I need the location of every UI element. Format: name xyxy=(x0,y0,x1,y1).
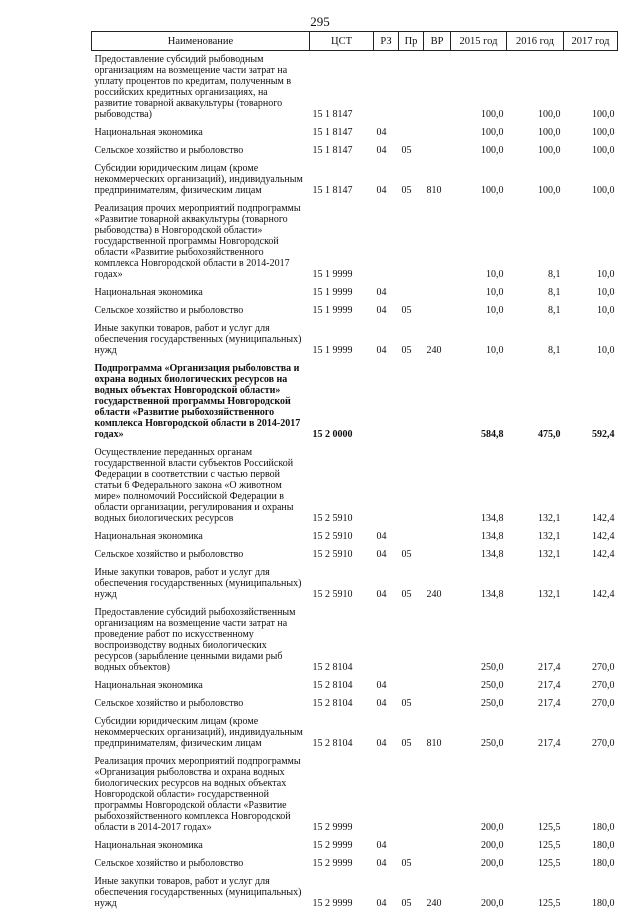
row-value-2017: 142,4 xyxy=(564,528,618,546)
row-value-2016: 132,1 xyxy=(507,564,564,604)
row-value-2017: 100,0 xyxy=(564,124,618,142)
row-value-2017: 10,0 xyxy=(564,320,618,360)
table-row xyxy=(92,142,618,160)
row-vr xyxy=(424,360,451,444)
row-pr: 05 xyxy=(399,873,424,913)
row-rz: 04 xyxy=(374,302,399,320)
row-value-2016: 100,0 xyxy=(507,142,564,160)
row-value-2015: 100,0 xyxy=(451,160,507,200)
table-body xyxy=(92,51,618,913)
row-cst: 15 2 9999 xyxy=(310,753,374,837)
table-row xyxy=(92,160,618,200)
row-cst: 15 2 5910 xyxy=(310,528,374,546)
header-2016: 2016 год xyxy=(507,32,564,51)
row-vr: 240 xyxy=(424,320,451,360)
table-row xyxy=(92,677,618,695)
row-name: Осуществление переданных органам государственной власти субъектов Российской Федерации в соответствии с частью первой статьи 6 Федерального закона «О животном мире» полномочий Российской Федерации в области организации, регулирования и охраны водных биологических ресурсов xyxy=(92,444,310,528)
row-rz: 04 xyxy=(374,564,399,604)
row-cst: 15 1 9999 xyxy=(310,302,374,320)
row-rz: 04 xyxy=(374,284,399,302)
row-pr: 05 xyxy=(399,695,424,713)
row-value-2015: 134,8 xyxy=(451,564,507,604)
table-row xyxy=(92,528,618,546)
row-name: Субсидии юридическим лицам (кроме некоммерческих организаций), индивидуальным предпринимателям, физическим лицам xyxy=(92,160,310,200)
table-header-row xyxy=(92,32,618,51)
row-value-2016: 100,0 xyxy=(507,160,564,200)
row-rz: 04 xyxy=(374,713,399,753)
header-rz: РЗ xyxy=(374,32,399,51)
row-cst: 15 2 8104 xyxy=(310,604,374,677)
row-name: Иные закупки товаров, работ и услуг для обеспечения государственных (муниципальных) нужд xyxy=(92,564,310,604)
row-value-2015: 250,0 xyxy=(451,604,507,677)
row-name: Сельское хозяйство и рыболовство xyxy=(92,855,310,873)
row-value-2017: 180,0 xyxy=(564,753,618,837)
row-value-2017: 180,0 xyxy=(564,855,618,873)
row-vr xyxy=(424,855,451,873)
row-value-2017: 270,0 xyxy=(564,604,618,677)
row-value-2017: 270,0 xyxy=(564,677,618,695)
row-vr xyxy=(424,302,451,320)
row-value-2015: 100,0 xyxy=(451,142,507,160)
row-value-2016: 217,4 xyxy=(507,713,564,753)
row-rz xyxy=(374,200,399,284)
row-value-2016: 132,1 xyxy=(507,444,564,528)
row-pr xyxy=(399,360,424,444)
row-pr: 05 xyxy=(399,713,424,753)
row-value-2015: 200,0 xyxy=(451,855,507,873)
row-name: Национальная экономика xyxy=(92,677,310,695)
row-cst: 15 2 9999 xyxy=(310,873,374,913)
row-pr xyxy=(399,837,424,855)
table-row xyxy=(92,200,618,284)
row-cst: 15 1 9999 xyxy=(310,320,374,360)
row-vr xyxy=(424,677,451,695)
row-value-2016: 125,5 xyxy=(507,753,564,837)
row-value-2017: 10,0 xyxy=(564,284,618,302)
row-cst: 15 2 8104 xyxy=(310,677,374,695)
row-name: Сельское хозяйство и рыболовство xyxy=(92,142,310,160)
row-vr: 810 xyxy=(424,160,451,200)
page-number: 295 xyxy=(0,14,640,30)
row-name: Национальная экономика xyxy=(92,124,310,142)
row-value-2016: 125,5 xyxy=(507,837,564,855)
row-value-2017: 100,0 xyxy=(564,160,618,200)
row-vr: 240 xyxy=(424,873,451,913)
row-cst: 15 2 9999 xyxy=(310,837,374,855)
row-value-2015: 10,0 xyxy=(451,200,507,284)
row-value-2015: 250,0 xyxy=(451,677,507,695)
table-row xyxy=(92,564,618,604)
table-row xyxy=(92,855,618,873)
row-vr xyxy=(424,284,451,302)
row-cst: 15 1 8147 xyxy=(310,51,374,125)
row-value-2015: 250,0 xyxy=(451,713,507,753)
row-vr xyxy=(424,528,451,546)
table-row xyxy=(92,604,618,677)
row-name: Реализация прочих мероприятий подпрограммы «Организация рыболовства и охрана водных биологических ресурсов на водных объектах Новгородской области» государственной программы Новгородской области «Развитие рыбохозяйственного комплекса Новгородской области в 2014-2017 годах» xyxy=(92,753,310,837)
row-cst: 15 2 5910 xyxy=(310,564,374,604)
row-value-2015: 200,0 xyxy=(451,837,507,855)
row-cst: 15 2 0000 xyxy=(310,360,374,444)
row-value-2016: 100,0 xyxy=(507,124,564,142)
row-vr xyxy=(424,837,451,855)
row-value-2017: 142,4 xyxy=(564,444,618,528)
row-value-2016: 8,1 xyxy=(507,284,564,302)
row-value-2016: 132,1 xyxy=(507,546,564,564)
row-value-2015: 134,8 xyxy=(451,528,507,546)
row-vr xyxy=(424,604,451,677)
row-name: Предоставление субсидий рыбоводным организациям на возмещение части затрат на уплату процентов по кредитам, полученным в российских кредитных организациях, на развитие товарной аквакультуры (товарного рыбоводства) xyxy=(92,51,310,125)
row-rz: 04 xyxy=(374,528,399,546)
row-pr xyxy=(399,528,424,546)
row-rz xyxy=(374,444,399,528)
row-rz: 04 xyxy=(374,873,399,913)
header-2015: 2015 год xyxy=(451,32,507,51)
row-pr: 05 xyxy=(399,320,424,360)
row-value-2016: 125,5 xyxy=(507,855,564,873)
row-cst: 15 2 8104 xyxy=(310,695,374,713)
row-name: Иные закупки товаров, работ и услуг для обеспечения государственных (муниципальных) нужд xyxy=(92,873,310,913)
row-value-2017: 592,4 xyxy=(564,360,618,444)
table-row xyxy=(92,284,618,302)
row-vr xyxy=(424,546,451,564)
row-value-2016: 217,4 xyxy=(507,604,564,677)
row-pr: 05 xyxy=(399,855,424,873)
row-value-2017: 180,0 xyxy=(564,837,618,855)
row-rz: 04 xyxy=(374,695,399,713)
header-2017: 2017 год xyxy=(564,32,618,51)
row-vr xyxy=(424,695,451,713)
row-name: Подпрограмма «Организация рыболовства и охрана водных биологических ресурсов на водных объектах Новгородской области» государственной программы Новгородской области «Развитие рыбохозяйственного комплекса Новгородской области в 2014-2017 годах» xyxy=(92,360,310,444)
row-value-2015: 250,0 xyxy=(451,695,507,713)
row-value-2015: 10,0 xyxy=(451,302,507,320)
table-row xyxy=(92,124,618,142)
row-value-2017: 180,0 xyxy=(564,873,618,913)
row-cst: 15 1 8147 xyxy=(310,160,374,200)
row-pr xyxy=(399,677,424,695)
row-pr xyxy=(399,753,424,837)
row-value-2015: 10,0 xyxy=(451,284,507,302)
row-vr xyxy=(424,200,451,284)
row-value-2017: 10,0 xyxy=(564,302,618,320)
row-rz: 04 xyxy=(374,677,399,695)
table-row xyxy=(92,360,618,444)
row-vr: 240 xyxy=(424,564,451,604)
row-rz: 04 xyxy=(374,837,399,855)
row-name: Сельское хозяйство и рыболовство xyxy=(92,546,310,564)
header-vr: ВР xyxy=(424,32,451,51)
row-value-2017: 100,0 xyxy=(564,51,618,125)
row-value-2015: 200,0 xyxy=(451,873,507,913)
row-vr xyxy=(424,753,451,837)
row-value-2016: 125,5 xyxy=(507,873,564,913)
row-rz: 04 xyxy=(374,320,399,360)
row-cst: 15 1 9999 xyxy=(310,200,374,284)
row-cst: 15 1 8147 xyxy=(310,142,374,160)
row-cst: 15 1 9999 xyxy=(310,284,374,302)
row-vr xyxy=(424,51,451,125)
row-pr xyxy=(399,51,424,125)
row-cst: 15 2 9999 xyxy=(310,855,374,873)
table-row xyxy=(92,753,618,837)
row-value-2017: 270,0 xyxy=(564,695,618,713)
row-value-2017: 100,0 xyxy=(564,142,618,160)
table-row xyxy=(92,444,618,528)
row-vr xyxy=(424,444,451,528)
row-value-2016: 217,4 xyxy=(507,695,564,713)
row-value-2015: 100,0 xyxy=(451,124,507,142)
row-name: Субсидии юридическим лицам (кроме некоммерческих организаций), индивидуальным предпринимателям, физическим лицам xyxy=(92,713,310,753)
row-pr: 05 xyxy=(399,302,424,320)
row-value-2016: 8,1 xyxy=(507,320,564,360)
row-pr xyxy=(399,444,424,528)
row-rz: 04 xyxy=(374,160,399,200)
table-row xyxy=(92,546,618,564)
row-value-2015: 134,8 xyxy=(451,546,507,564)
row-value-2016: 475,0 xyxy=(507,360,564,444)
row-pr: 05 xyxy=(399,160,424,200)
row-rz xyxy=(374,51,399,125)
header-name: Наименование xyxy=(92,32,310,51)
row-vr xyxy=(424,124,451,142)
row-pr xyxy=(399,124,424,142)
row-value-2016: 217,4 xyxy=(507,677,564,695)
row-rz: 04 xyxy=(374,124,399,142)
row-value-2017: 142,4 xyxy=(564,564,618,604)
table-row xyxy=(92,713,618,753)
row-pr: 05 xyxy=(399,546,424,564)
header-pr: Пр xyxy=(399,32,424,51)
table-row xyxy=(92,837,618,855)
row-name: Предоставление субсидий рыбохозяйственным организациям на возмещение части затрат на проведение работ по искусственному воспроизводству водных биологических ресурсов (зарыбление ценными видами рыб водных объектов) xyxy=(92,604,310,677)
row-vr xyxy=(424,142,451,160)
row-cst: 15 1 8147 xyxy=(310,124,374,142)
budget-table xyxy=(91,31,618,913)
row-rz: 04 xyxy=(374,142,399,160)
row-value-2015: 200,0 xyxy=(451,753,507,837)
table-row xyxy=(92,320,618,360)
header-cst: ЦСТ xyxy=(310,32,374,51)
row-name: Реализация прочих мероприятий подпрограммы «Развитие товарной аквакультуры (товарного рыбоводства) в Новгородской области» государственной программы Новгородской области «Развитие рыбохозяйственного комплекса Новгородской области в 2014-2017 годах» xyxy=(92,200,310,284)
row-name: Национальная экономика xyxy=(92,284,310,302)
table-row xyxy=(92,873,618,913)
row-name: Сельское хозяйство и рыболовство xyxy=(92,302,310,320)
row-name: Сельское хозяйство и рыболовство xyxy=(92,695,310,713)
row-cst: 15 2 5910 xyxy=(310,546,374,564)
row-value-2015: 10,0 xyxy=(451,320,507,360)
row-name: Национальная экономика xyxy=(92,837,310,855)
row-name: Иные закупки товаров, работ и услуг для обеспечения государственных (муниципальных) нужд xyxy=(92,320,310,360)
row-rz xyxy=(374,360,399,444)
row-pr: 05 xyxy=(399,564,424,604)
table-row xyxy=(92,51,618,125)
row-value-2015: 584,8 xyxy=(451,360,507,444)
table-row xyxy=(92,695,618,713)
table-row xyxy=(92,302,618,320)
row-name: Национальная экономика xyxy=(92,528,310,546)
row-rz xyxy=(374,753,399,837)
row-cst: 15 2 8104 xyxy=(310,713,374,753)
row-cst: 15 2 5910 xyxy=(310,444,374,528)
row-rz: 04 xyxy=(374,855,399,873)
row-value-2017: 10,0 xyxy=(564,200,618,284)
row-value-2016: 100,0 xyxy=(507,51,564,125)
row-value-2017: 142,4 xyxy=(564,546,618,564)
row-pr xyxy=(399,284,424,302)
row-rz xyxy=(374,604,399,677)
row-value-2016: 132,1 xyxy=(507,528,564,546)
row-pr xyxy=(399,604,424,677)
row-rz: 04 xyxy=(374,546,399,564)
row-value-2015: 134,8 xyxy=(451,444,507,528)
row-value-2017: 270,0 xyxy=(564,713,618,753)
row-value-2016: 8,1 xyxy=(507,200,564,284)
row-value-2015: 100,0 xyxy=(451,51,507,125)
row-pr: 05 xyxy=(399,142,424,160)
row-pr xyxy=(399,200,424,284)
row-vr: 810 xyxy=(424,713,451,753)
row-value-2016: 8,1 xyxy=(507,302,564,320)
